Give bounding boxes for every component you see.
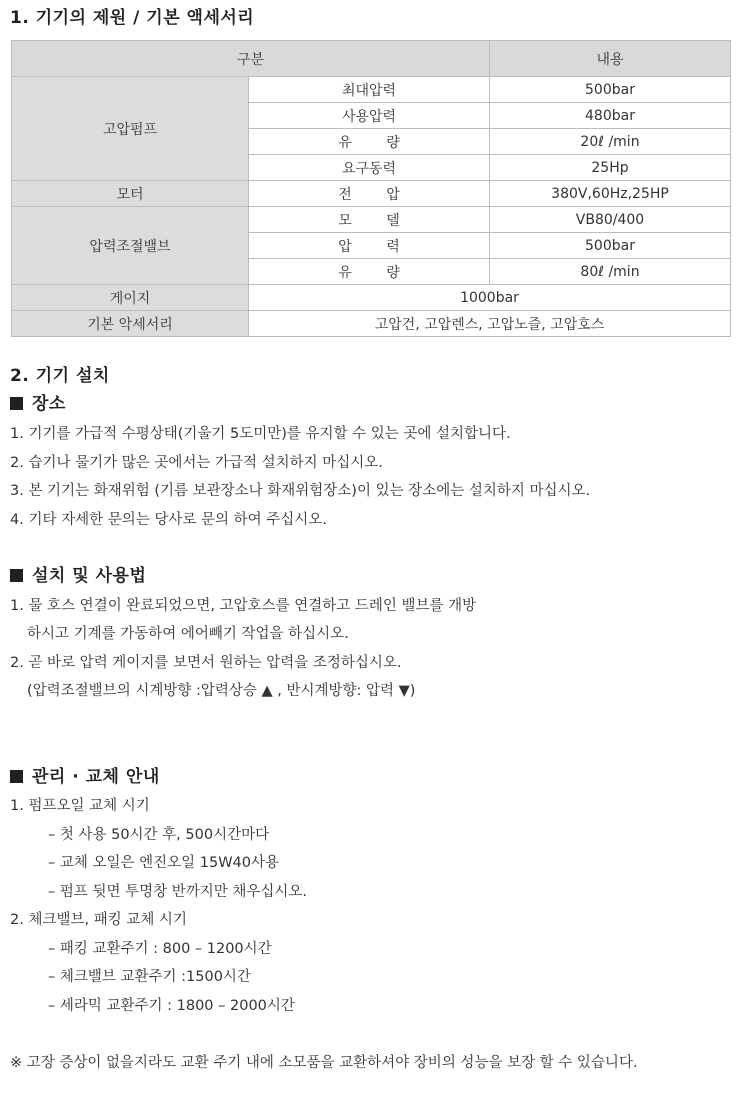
item-value: 480bar xyxy=(490,103,731,129)
gauge-value: 1000bar xyxy=(249,285,731,311)
section2-title: 2. 기기 설치 xyxy=(10,366,110,386)
place-heading xyxy=(10,389,66,414)
item-label xyxy=(249,207,490,233)
item-value: 500bar xyxy=(490,77,731,103)
square-bullet-icon xyxy=(10,569,23,582)
list-item: 1. 펌프오일 교체 시기 xyxy=(10,798,150,814)
list-item: 4. 기타 자세한 문의는 당사로 문의 하여 주십시오. xyxy=(10,512,327,528)
category-pump: 고압펌프 xyxy=(12,77,249,181)
category-accessories: 기본 악세서리 xyxy=(12,311,249,337)
list-item: 하시고 기계를 가동하여 에어빼기 작업을 하십시오. xyxy=(27,626,349,642)
item-label xyxy=(249,259,490,285)
item-value: 380V,60Hz,25HP xyxy=(490,181,731,207)
list-item: (압력조절밸브의 시계방향 :압력상승 ▲ , 반시계방향: 압력 ▼) xyxy=(27,683,416,699)
maintenance-title: 관리 · 교체 안내 xyxy=(32,767,160,787)
item-label xyxy=(249,181,490,207)
item-label-text: 모 델 xyxy=(338,212,400,229)
usage-title: 설치 및 사용법 xyxy=(32,566,147,586)
section1-title: 1. 기기의 제원 / 기본 액세서리 xyxy=(10,8,255,28)
item-label-text: 유 량 xyxy=(338,134,400,151)
maintenance-heading xyxy=(10,762,160,787)
table-row xyxy=(12,285,731,311)
item-label: 최대압력 xyxy=(249,77,490,103)
spec-header-row xyxy=(12,41,731,77)
item-label: 사용압력 xyxy=(249,103,490,129)
item-label xyxy=(249,129,490,155)
list-item: – 첫 사용 50시간 후, 500시간마다 xyxy=(48,827,270,843)
usage-heading xyxy=(10,561,146,586)
table-row xyxy=(12,77,731,103)
table-row xyxy=(12,311,731,337)
list-item: 1. 기기를 가급적 수평상태(기울기 5도미만)를 유지할 수 있는 곳에 설치합니다. xyxy=(10,426,511,442)
list-item: – 체크밸브 교환주기 :1500시간 xyxy=(48,969,251,985)
list-item: – 펌프 뒷면 투명창 반까지만 채우십시오. xyxy=(48,884,308,900)
item-value: 20ℓ /min xyxy=(490,129,731,155)
item-label-text: 압 력 xyxy=(338,238,400,255)
square-bullet-icon xyxy=(10,770,23,783)
item-value: 80ℓ /min xyxy=(490,259,731,285)
list-item: 2. 체크밸브, 패킹 교체 시기 xyxy=(10,912,187,928)
list-item: – 교체 오일은 엔진오일 15W40사용 xyxy=(48,855,280,871)
header-category: 구분 xyxy=(12,41,490,77)
table-row xyxy=(12,181,731,207)
item-label-text: 유 량 xyxy=(338,264,400,281)
list-item: 2. 습기나 물기가 많은 곳에서는 가급적 설치하지 마십시오. xyxy=(10,455,383,471)
item-label: 요구동력 xyxy=(249,155,490,181)
accessories-value: 고압건, 고압렌스, 고압노즐, 고압호스 xyxy=(249,311,731,337)
item-label-text: 전 압 xyxy=(338,186,400,203)
item-value: 25Hp xyxy=(490,155,731,181)
table-row xyxy=(12,207,731,233)
category-motor: 모터 xyxy=(12,181,249,207)
item-value: 500bar xyxy=(490,233,731,259)
item-label xyxy=(249,233,490,259)
list-item: 3. 본 기기는 화재위험 (기름 보관장소나 화재위험장소)이 있는 장소에는 설치하지 마십시오. xyxy=(10,483,591,499)
list-item: – 패킹 교환주기 : 800 – 1200시간 xyxy=(48,941,272,957)
header-content: 내용 xyxy=(490,41,731,77)
note: ※ 고장 증상이 없을지라도 교환 주기 내에 소모품을 교환하셔야 장비의 성능을 보장 할 수 있습니다. xyxy=(10,1055,638,1071)
list-item: 1. 물 호스 연결이 완료되었으면, 고압호스를 연결하고 드레인 밸브를 개방 xyxy=(10,598,477,614)
place-title: 장소 xyxy=(32,394,66,414)
square-bullet-icon xyxy=(10,397,23,410)
category-valve: 압력조절밸브 xyxy=(12,207,249,285)
list-item: – 세라믹 교환주기 : 1800 – 2000시간 xyxy=(48,998,295,1014)
category-gauge: 게이지 xyxy=(12,285,249,311)
item-value: VB80/400 xyxy=(490,207,731,233)
list-item: 2. 곧 바로 압력 게이지를 보면서 원하는 압력을 조정하십시오. xyxy=(10,655,402,671)
spec-table xyxy=(11,40,731,337)
